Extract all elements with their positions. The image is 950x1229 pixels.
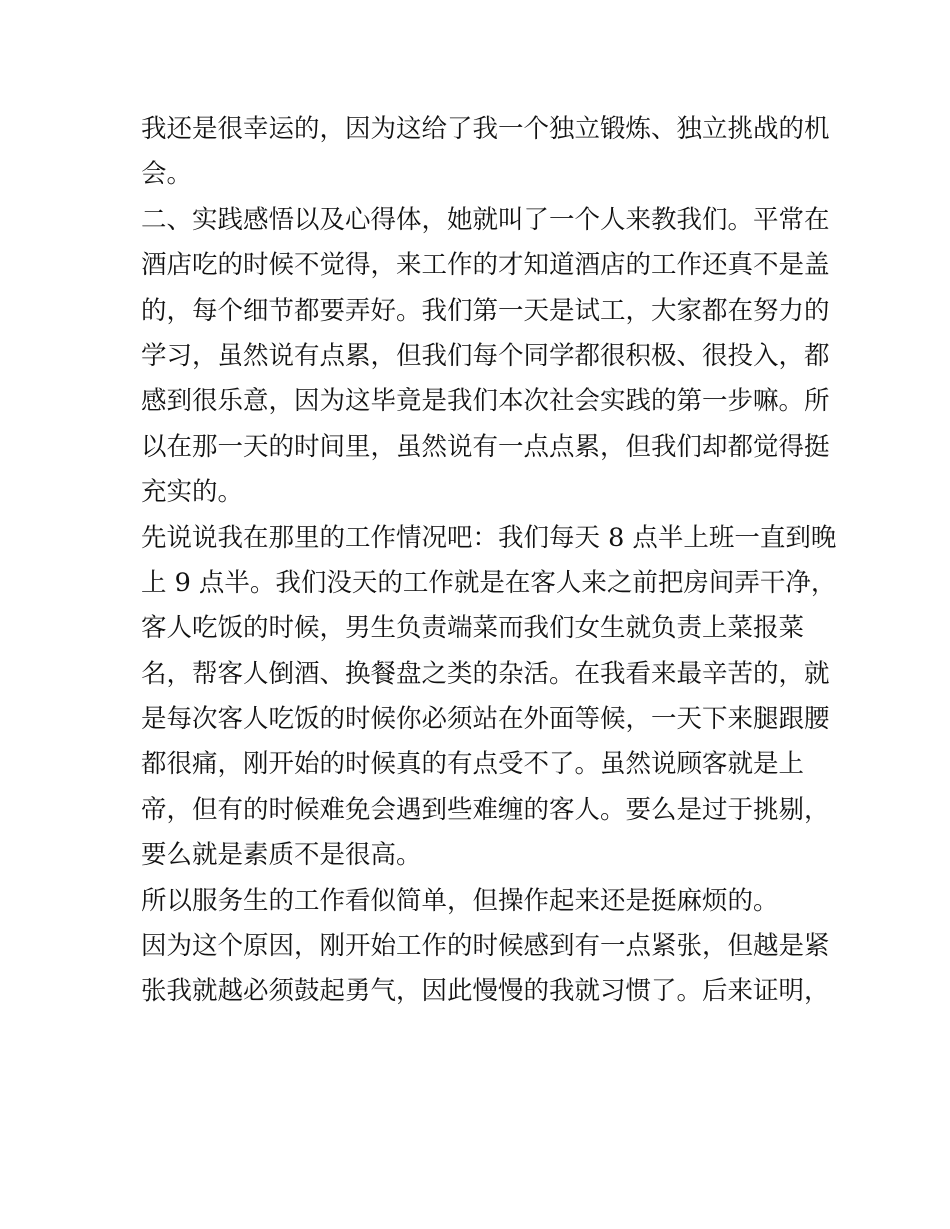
text-line: 是每次客人吃饭的时候你必须站在外面等候，一天下来腿跟腰 [141, 704, 830, 735]
text-line: 感到很乐意，因为这毕竟是我们本次社会实践的第一步嘛。所 [141, 386, 830, 417]
text-line: 客人吃饭的时候，男生负责端菜而我们女生就负责上菜报菜 [141, 613, 805, 644]
text-line: 都很痛，刚开始的时候真的有点受不了。虽然说顾客就是上 [141, 749, 805, 780]
text-line: 我还是很幸运的，因为这给了我一个独立锻炼、独立挑战的机 [141, 114, 830, 144]
text-line: 充实的。 [141, 477, 244, 508]
text-line: 上 9 点半。我们没天的工作就是在客人来之前把房间弄干净， [141, 567, 837, 598]
text-line: 的，每个细节都要弄好。我们第一天是试工，大家都在努力的 [141, 295, 830, 326]
text-line: 会。 [141, 159, 193, 190]
text-line: 以在那一天的时间里，虽然说有一点点累，但我们却都觉得挺 [141, 431, 830, 462]
text-line: 因为这个原因，刚开始工作的时候感到有一点紧张，但越是紧 [141, 931, 830, 962]
text-line: 帝，但有的时候难免会遇到些难缠的客人。要么是过于挑剔， [141, 794, 830, 825]
text-line: 张我就越必须鼓起勇气，因此慢慢的我就习惯了。后来证明， [141, 976, 830, 1007]
text-line: 学习，虽然说有点累，但我们每个同学都很积极、很投入，都 [141, 340, 830, 371]
text-line: 先说说我在那里的工作情况吧：我们每天 8 点半上班一直到晚 [141, 522, 837, 553]
text-line: 所以服务生的工作看似简单，但操作起来还是挺麻烦的。 [141, 885, 779, 916]
text-line: 名，帮客人倒酒、换餐盘之类的杂活。在我看来最辛苦的，就 [141, 658, 830, 689]
text-line: 要么就是素质不是很高。 [141, 840, 422, 871]
text-line: 二、实践感悟以及心得体，她就叫了一个人来教我们。平常在 [141, 204, 830, 235]
text-line: 酒店吃的时候不觉得，来工作的才知道酒店的工作还真不是盖 [141, 250, 830, 281]
body-text [141, 107, 837, 1015]
